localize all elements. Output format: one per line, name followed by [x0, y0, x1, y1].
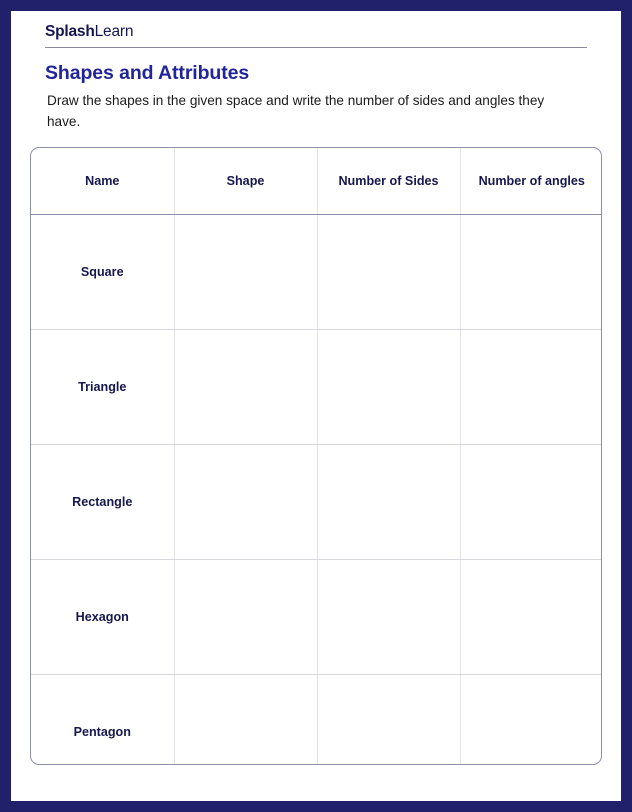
sides-answer-cell[interactable] — [317, 445, 460, 560]
sides-answer-cell[interactable] — [317, 215, 460, 330]
shape-drawing-area[interactable] — [175, 215, 317, 329]
angles-answer-area[interactable] — [461, 675, 603, 765]
worksheet-sheet — [11, 11, 621, 801]
column-header-name: Name — [31, 148, 174, 215]
angles-answer-area[interactable] — [461, 215, 603, 329]
table-row — [31, 445, 602, 560]
angles-answer-area[interactable] — [461, 445, 603, 559]
table-row — [31, 215, 602, 330]
sides-answer-area[interactable] — [318, 215, 460, 329]
logo-text-splash: Splash — [45, 23, 95, 40]
shape-name-label: Pentagon — [73, 724, 131, 739]
shape-drawing-cell[interactable] — [174, 330, 317, 445]
angles-answer-area[interactable] — [461, 330, 603, 444]
sides-answer-cell[interactable] — [317, 675, 460, 766]
shape-name-label: Square — [80, 264, 124, 279]
table-header-row — [31, 148, 602, 215]
table-row — [31, 560, 602, 675]
column-header-shape: Shape — [174, 148, 317, 215]
shape-drawing-cell[interactable] — [174, 215, 317, 330]
shape-drawing-cell[interactable] — [174, 445, 317, 560]
sides-answer-cell[interactable] — [317, 330, 460, 445]
angles-answer-area[interactable] — [461, 560, 603, 674]
sides-answer-area[interactable] — [318, 445, 460, 559]
shape-name-cell — [31, 330, 174, 445]
shapes-attributes-table — [30, 147, 602, 765]
shape-name-label: Rectangle — [72, 494, 133, 509]
shape-drawing-area[interactable] — [175, 675, 317, 765]
shape-drawing-area[interactable] — [175, 560, 317, 674]
angles-answer-cell[interactable] — [460, 330, 602, 445]
sides-answer-area[interactable] — [318, 560, 460, 674]
logo-text-learn: Learn — [94, 23, 134, 40]
angles-answer-cell[interactable] — [460, 445, 602, 560]
instructions-text: Draw the shapes in the given space and write the number of sides and angles they have. — [47, 93, 545, 129]
shape-name-cell — [31, 215, 174, 330]
shape-name-label: Triangle — [78, 379, 127, 394]
shape-name-cell — [31, 675, 174, 766]
table-row — [31, 675, 602, 766]
splashlearn-logo — [45, 23, 133, 41]
angles-answer-cell[interactable] — [460, 560, 602, 675]
sides-answer-area[interactable] — [318, 675, 460, 765]
angles-answer-cell[interactable] — [460, 675, 602, 766]
shape-drawing-area[interactable] — [175, 445, 317, 559]
shape-drawing-cell[interactable] — [174, 560, 317, 675]
page-title: Shapes and Attributes — [45, 62, 250, 84]
shape-drawing-cell[interactable] — [174, 675, 317, 766]
sides-answer-cell[interactable] — [317, 560, 460, 675]
shape-name-label: Hexagon — [75, 609, 129, 624]
shape-drawing-area[interactable] — [175, 330, 317, 444]
table-row — [31, 330, 602, 445]
column-header-angles: Number of angles — [460, 148, 602, 215]
sides-answer-area[interactable] — [318, 330, 460, 444]
angles-answer-cell[interactable] — [460, 215, 602, 330]
shape-name-cell — [31, 560, 174, 675]
header-divider-rule — [45, 47, 587, 48]
column-header-sides: Number of Sides — [317, 148, 460, 215]
shape-name-cell — [31, 445, 174, 560]
